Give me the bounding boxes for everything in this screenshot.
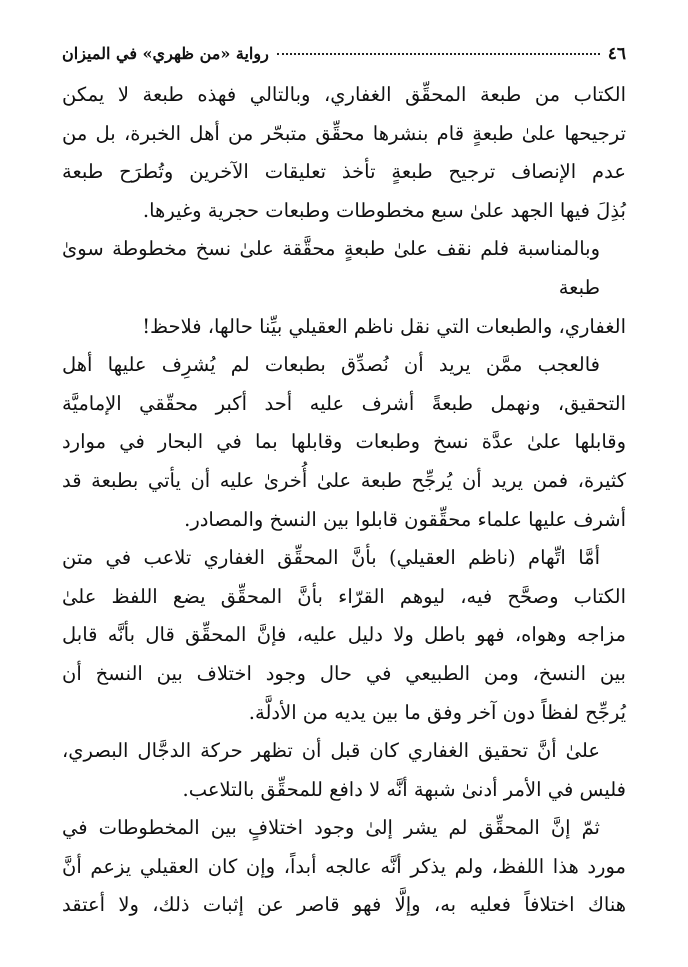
text-line: وبالمناسبة فلم نقف علىٰ طبعةٍ محقَّقة علىٰ نسخ مخطوطة سوىٰ طبعة	[62, 237, 600, 299]
text-line: فالعجب ممَّن يريد أن نُصدِّق بطبعات لم يُشرِف عليها أهل	[62, 353, 600, 377]
paragraph	[62, 539, 626, 732]
paragraph	[62, 76, 626, 230]
page-number: ٤٦	[607, 44, 626, 64]
text-line: مورد هذا اللفظ، ولم يذكر أنَّه عالجه أبداً، وإن كان العقيلي يزعم أنَّ	[62, 854, 626, 878]
text-line: ثمّ إنَّ المحقِّق لم يشر إلىٰ وجود اختلافٍ بين المخطوطات في	[62, 816, 600, 840]
paragraph	[62, 809, 626, 925]
page-body	[62, 76, 626, 925]
text-line: فليس في الأمر أدنىٰ شبهة أنَّه لا دافع للمحقِّق بالتلاعب.	[182, 777, 626, 801]
text-line: الكتاب وصحَّح فيه، ليوهم القرّاء بأنَّ المحقِّق يضع اللفظ علىٰ	[62, 584, 626, 608]
paragraph	[62, 732, 626, 809]
text-line: الكتاب من طبعة المحقِّق الغفاري، وبالتالي فهذه طبعة لا يمكن	[62, 83, 626, 106]
text-line: علىٰ أنَّ تحقيق الغفاري كان قبل أن تظهر حركة الدجَّال البصري،	[62, 739, 600, 763]
text-line: بُذِلَ فيها الجهد علىٰ سبع مخطوطات وطبعات حجرية وغيرها.	[142, 198, 626, 222]
paragraph	[62, 346, 626, 539]
text-line: هناك اختلافاً فعليه به، وإلَّا فهو قاصر عن إثبات ذلك، ولا أعتقد	[62, 893, 626, 917]
text-line: التحقيق، ونهمل طبعةً أشرف عليه أحد أكبر محقّقي الإماميَّة	[62, 391, 626, 415]
text-line: ترجيحها علىٰ طبعةٍ قام بنشرها محقِّق متبحّر من أهل الخبرة، بل من	[62, 121, 626, 145]
text-line: بين النسخ، ومن الطبيعي في حال وجود اختلاف بين النسخ أن	[62, 661, 626, 685]
text-line: أمَّا اتِّهام (ناظم العقيلي) بأنَّ المحقِّق الغفاري تلاعب في متن	[62, 546, 600, 570]
text-line: عدم الإنصاف ترجيح طبعةٍ تأخذ تعليقات الآخرين وتُطرَح طبعة	[62, 160, 626, 184]
text-line: يُرجِّح لفظاً دون آخر وفق ما بين يديه من الأدلَّة.	[248, 700, 626, 724]
text-line: مزاجه وهواه، فهو باطل ولا دليل عليه، فإنَّ المحقِّق قال بأنَّه قابل	[62, 623, 626, 647]
page-header	[62, 44, 626, 70]
paragraph	[62, 230, 626, 346]
text-line: وقابلها علىٰ عدَّة نسخ وطبعات وقابلها بما في البحار في موارد	[62, 430, 626, 454]
text-line: الغفاري، والطبعات التي نقل ناظم العقيلي بيِّنا حالها، فلاحظ!	[142, 314, 626, 338]
running-title: رواية «من ظهري» في الميزان	[62, 44, 269, 63]
header-dot-leader	[277, 53, 600, 55]
text-line: كثيرة، فمن يريد أن يُرجِّح طبعة علىٰ أُخرىٰ عليه أن يأتي بطبعة قد	[62, 468, 626, 492]
text-line: أشرف عليها علماء محقِّقون قابلوا بين النسخ والمصادر.	[184, 507, 626, 531]
